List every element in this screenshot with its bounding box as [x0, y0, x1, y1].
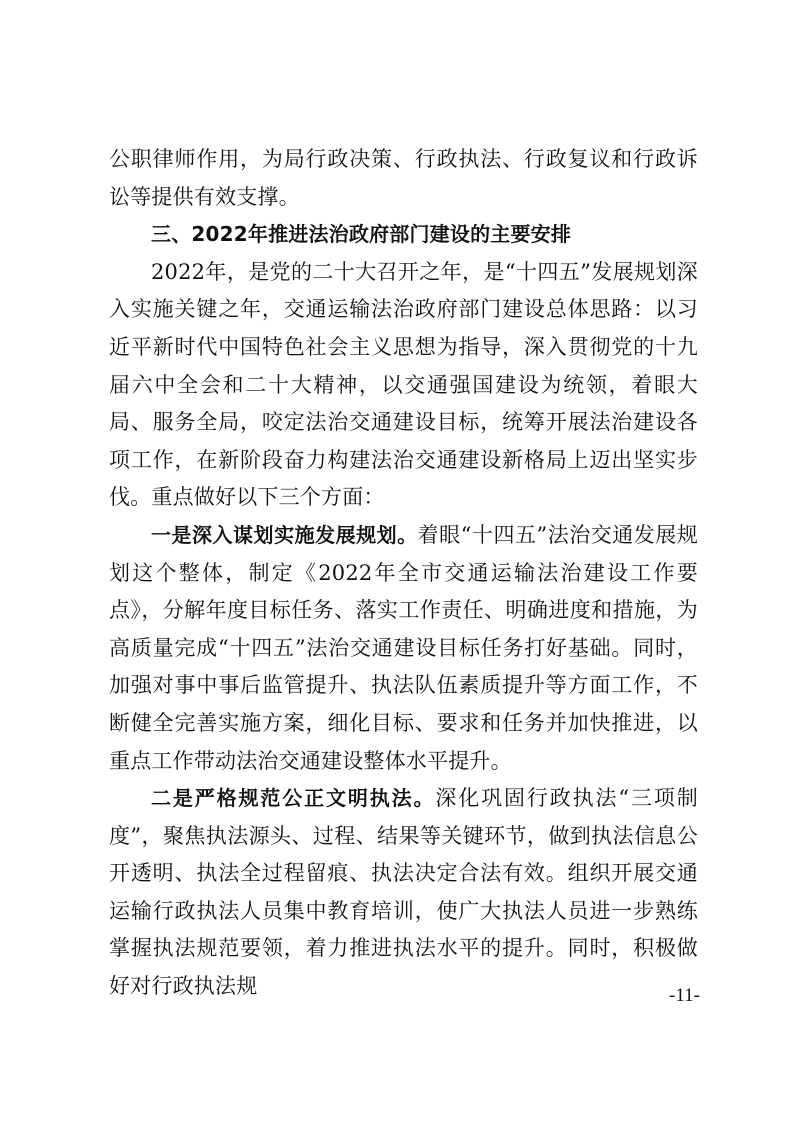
paragraph-text: 着眼“十四五”法治交通发展规划这个整体，制定《2022年全市交通运输法治建设工作要点》，分解年度目标任务、落实工作责任、明确进度和措施，为高质量完成“十四五”法治交通建设目标任务打好基础。同时，加强对事中事后监管提升、执法队伍素质提升等方面工作，不断健全完善实施方案，细化目标、要求和任务并加快推进，以重点工作带动法治交通建设整体水平提升。: [109, 522, 698, 773]
paragraph-overview: [109, 254, 698, 517]
paragraph-text: 公职律师作用，为局行政决策、行政执法、行政复议和行政诉讼等提供有效支撑。: [109, 147, 698, 209]
page-number: -11-: [669, 985, 700, 1006]
paragraph-text: 2022年，是党的二十大召开之年，是“十四五”发展规划深入实施关键之年，交通运输法治政府部门建设总体思路：以习近平新时代中国特色社会主义思想为指导，深入贯彻党的十九届六中全会和二十大精神，以交通强国建设为统领，着眼大局、服务全局，咬定法治交通建设目标，统筹开展法治建设各项工作，在新阶段奋力构建法治交通建设新格局上迈出坚实步伐。重点做好以下三个方面：: [109, 259, 698, 510]
paragraph-lead: 二是严格规范公正文明执法。: [151, 786, 436, 811]
paragraph-point-two: [109, 780, 698, 1006]
paragraph-text: 深化巩固行政执法“三项制度”，聚焦执法源头、过程、结果等关键环节，做到执法信息公开透明、执法全过程留痕、执法决定合法有效。组织开展交通运输行政执法人员集中教育培训，使广大执法人员进一步熟练掌握执法规范要领，着力推进执法水平的提升。同时，积极做好对行政执法规: [109, 786, 698, 999]
paragraph-lead: 一是深入谋划实施发展规划。: [151, 522, 418, 547]
paragraph-continuation: [109, 141, 698, 216]
section-heading: [109, 216, 698, 254]
section-heading-text: 三、2022年推进法治政府部门建设的主要安排: [151, 222, 572, 247]
paragraph-point-one: [109, 517, 698, 780]
document-body: [109, 141, 698, 1006]
